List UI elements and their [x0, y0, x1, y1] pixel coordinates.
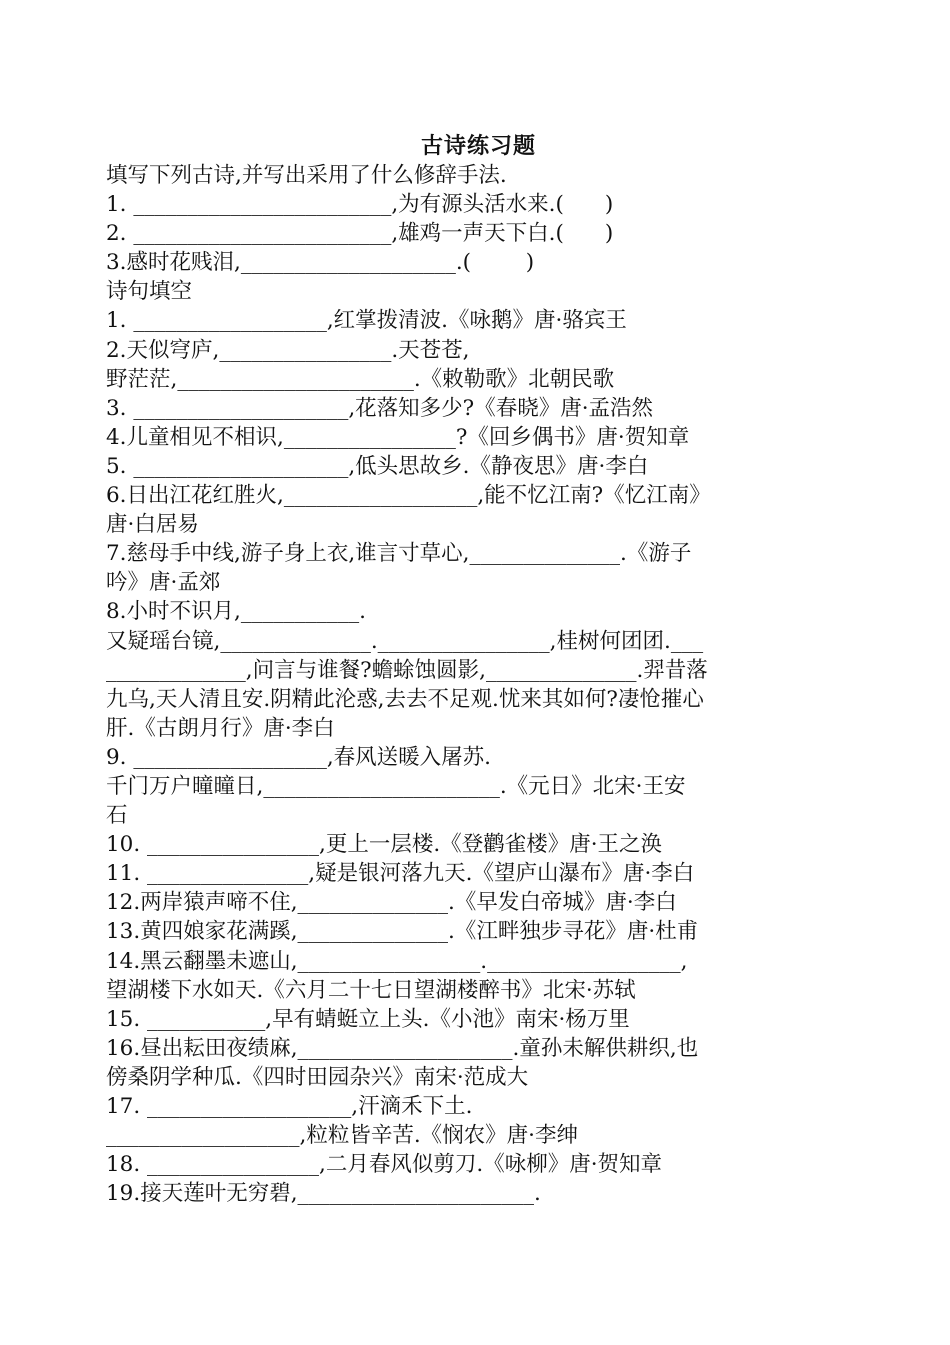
question-line: 野茫茫,______________________.《敕勒歌》北朝民歌	[106, 366, 615, 392]
question-line: 唐·白居易	[106, 512, 199, 538]
question-line: 3. ____________________,花落知多少?《春晓》唐·孟浩然	[106, 395, 654, 421]
question-line: 14.黑云翻墨未遮山,_________________.__________________,	[106, 948, 688, 974]
question-line: 7.慈母手中线,游子身上衣,谁言寸草心,______________.《游子	[106, 541, 692, 567]
question-line: 9. __________________,春风送暖入屠苏.	[106, 744, 492, 770]
question-line: 4.儿童相见不相识,________________?《回乡偶书》唐·贺知章	[106, 424, 690, 450]
worksheet-body	[106, 161, 851, 1208]
question-line: 石	[106, 803, 128, 829]
question-line: 19.接天莲叶无穷碧,______________________.	[106, 1181, 541, 1207]
question-line: 吟》唐·孟郊	[106, 570, 221, 596]
question-line: 11. _______________,疑是银河落九天.《望庐山瀑布》唐·李白	[106, 861, 695, 887]
question-line: 傍桑阴学种瓜.《四时田园杂兴》南宋·范成大	[106, 1064, 529, 1090]
question-line: 1. __________________,红掌拨清波.《咏鹅》唐·骆宾王	[106, 308, 627, 334]
question-line: 16.昼出耘田夜绩麻,____________________.童孙未解供耕织,也	[106, 1035, 699, 1061]
question-line: 2. ________________________,雄鸡一声天下白.( )	[106, 221, 614, 247]
question-line: __________________,粒粒皆辛苦.《悯农》唐·李绅	[106, 1123, 579, 1149]
question-line: 17. ___________________,汗滴禾下土.	[106, 1094, 473, 1119]
question-line: 10. ________________,更上一层楼.《登鹳雀楼》唐·王之涣	[106, 832, 663, 858]
question-line: 13.黄四娘家花满蹊,______________.《江畔独步寻花》唐·杜甫	[106, 919, 699, 945]
question-line: 又疑瑶台镜,______________.________________,桂树何团团.___	[106, 628, 704, 654]
instruction-line: 填写下列古诗,并写出采用了什么修辞手法.	[106, 163, 507, 188]
question-line: 12.两岸猿声啼不住,______________.《早发白帝城》唐·李白	[106, 890, 677, 916]
question-line: 1. ________________________,为有源头活水来.( )	[106, 192, 614, 218]
section-heading: 诗句填空	[106, 279, 193, 305]
page-title: 古诗练习题	[420, 133, 536, 159]
question-line: 6.日出江花红胜火,__________________,能不忆江南?《忆江南》	[106, 483, 711, 509]
question-line: 望湖楼下水如天.《六月二十七日望湖楼醉书》北宋·苏轼	[106, 977, 636, 1003]
question-line: 8.小时不识月,___________.	[106, 599, 366, 625]
question-line: 15. ___________,早有蜻蜓立上头.《小池》南宋·杨万里	[106, 1006, 630, 1032]
question-line: 2.天似穹庐,________________.天苍苍,	[106, 337, 470, 363]
question-line: 3.感时花贱泪,____________________.( )	[106, 250, 535, 276]
question-line: 肝.《古朗月行》唐·李白	[106, 715, 335, 741]
question-line: 千门万户曈曈日,______________________.《元日》北宋·王安	[106, 773, 686, 799]
question-line: 5. ____________________,低头思故乡.《静夜思》唐·李白	[106, 453, 649, 479]
question-line: _____________,问言与谁餐?蟾蜍蚀圆影,______________.羿昔落	[106, 657, 708, 683]
worksheet-page	[106, 128, 851, 1208]
question-line: 九乌,天人清且安.阴精此沦惑,去去不足观.忧来其如何?凄怆摧心	[106, 686, 704, 712]
question-line: 18. ________________,二月春风似剪刀.《咏柳》唐·贺知章	[106, 1152, 663, 1178]
